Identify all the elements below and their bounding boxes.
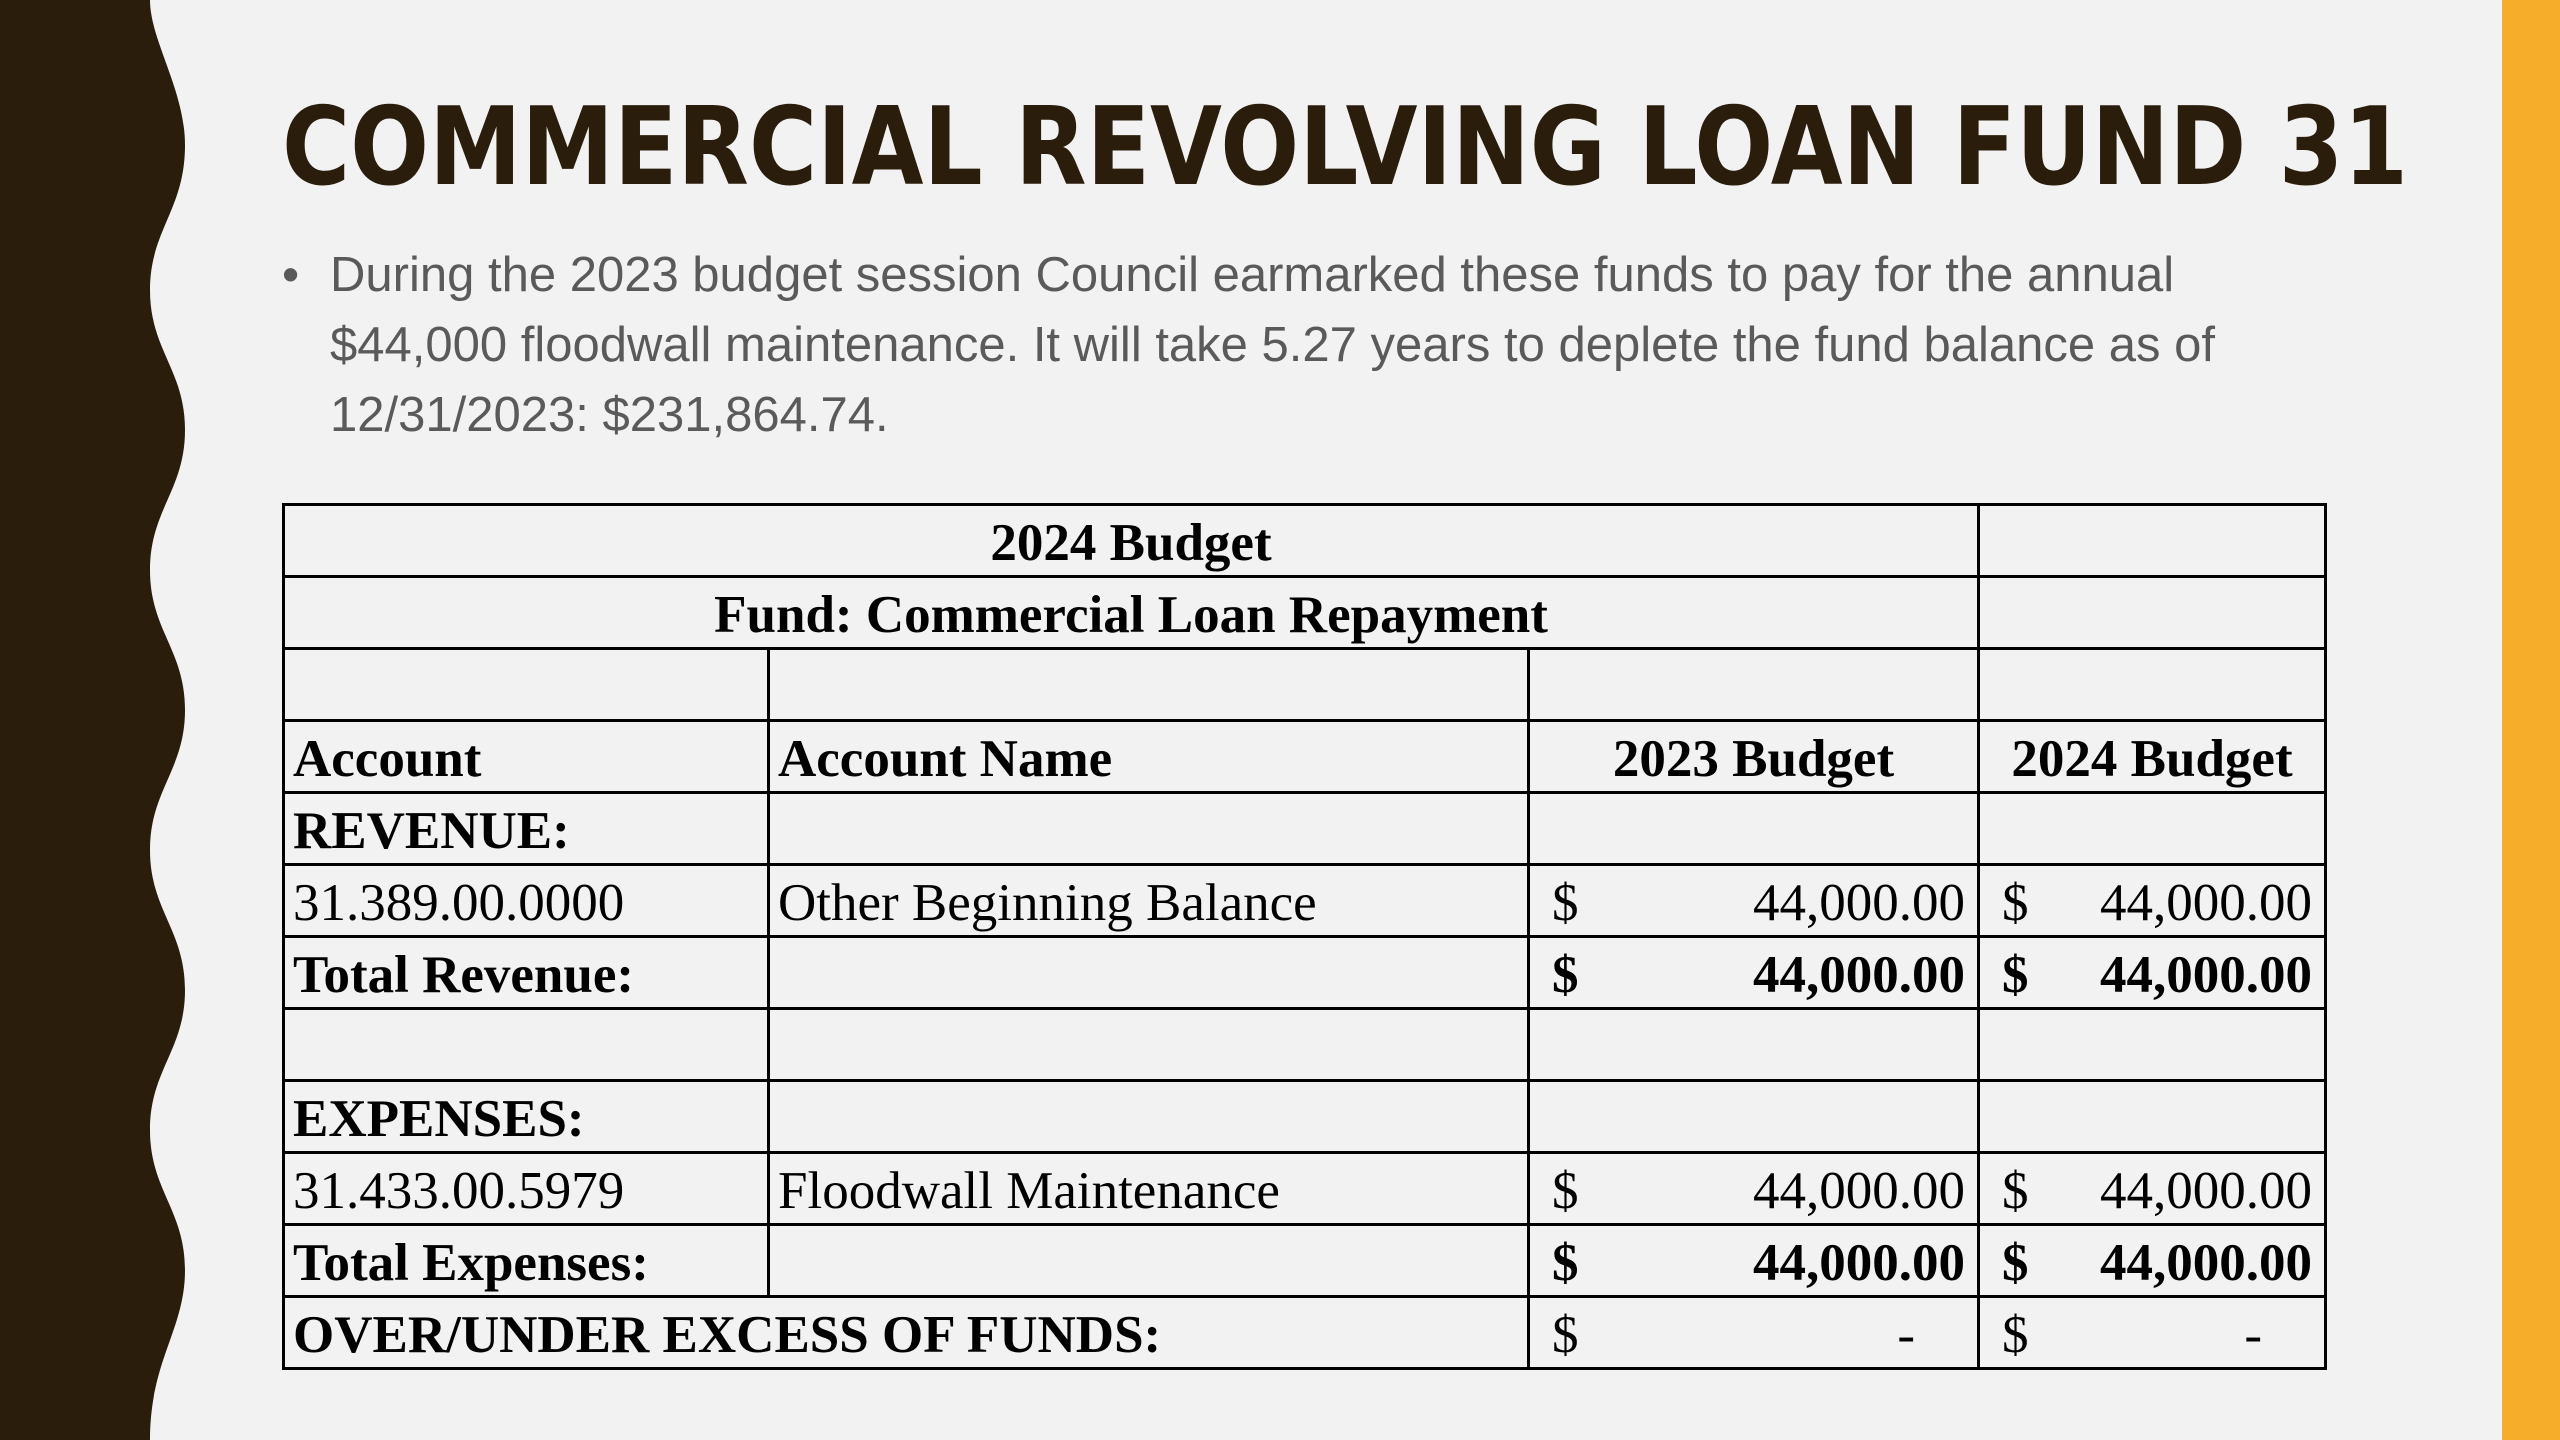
table-cell	[1979, 505, 2326, 577]
total-expenses-label: Total Expenses:	[284, 1225, 769, 1297]
header-2024-budget: 2024 Budget	[1979, 721, 2326, 793]
table-row	[284, 505, 2326, 577]
table-cell	[1529, 1009, 1979, 1081]
wavy-left-band	[0, 0, 200, 1440]
amount-2024	[1979, 1297, 2326, 1369]
account-number: 31.433.00.5979	[284, 1153, 769, 1225]
amount-value: 44,000.00	[1753, 1234, 1965, 1292]
table-header-row	[284, 721, 2326, 793]
table-cell	[769, 1009, 1529, 1081]
slide-title: COMMERCIAL REVOLVING LOAN FUND 31	[282, 85, 2408, 210]
table-cell	[1979, 577, 2326, 649]
table-cell	[1529, 649, 1979, 721]
table-cell	[769, 1225, 1529, 1297]
amount-value: 44,000.00	[2100, 946, 2312, 1004]
amount-value: 44,000.00	[1753, 1162, 1965, 1220]
account-name: Floodwall Maintenance	[769, 1153, 1529, 1225]
table-cell	[1979, 1081, 2326, 1153]
amount-value: -	[2244, 1306, 2262, 1364]
table-cell	[769, 937, 1529, 1009]
amount-2023	[1529, 1153, 1979, 1225]
budget-table	[282, 503, 2327, 1370]
currency-symbol: $	[2002, 874, 2029, 932]
table-row	[284, 1153, 2326, 1225]
table-row	[284, 1225, 2326, 1297]
table-cell	[1979, 649, 2326, 721]
total-revenue-label: Total Revenue:	[284, 937, 769, 1009]
currency-symbol: $	[1552, 1306, 1579, 1364]
amount-2024	[1979, 1225, 2326, 1297]
table-row	[284, 1297, 2326, 1369]
currency-symbol: $	[1552, 1234, 1579, 1292]
table-cell	[769, 1081, 1529, 1153]
amount-2023	[1529, 1297, 1979, 1369]
revenue-section-label: REVENUE:	[284, 793, 769, 865]
table-cell	[1529, 793, 1979, 865]
table-row	[284, 937, 2326, 1009]
bullet-text: During the 2023 budget session Council earmarked these funds to pay for the annual $44,000 floodwall maintenance. It will take 5.27 years to deplete the fund balance as of 12/31/2023: $231,864.74.	[330, 248, 2216, 442]
account-name: Other Beginning Balance	[769, 865, 1529, 937]
amount-2023	[1529, 1225, 1979, 1297]
amount-value: 44,000.00	[2100, 1162, 2312, 1220]
table-cell	[284, 1009, 769, 1081]
over-under-label: OVER/UNDER EXCESS OF FUNDS:	[284, 1297, 1529, 1369]
currency-symbol: $	[2002, 1162, 2029, 1220]
amount-2024	[1979, 937, 2326, 1009]
currency-symbol: $	[1552, 874, 1579, 932]
amount-2024	[1979, 865, 2326, 937]
bullet-point	[282, 240, 2362, 450]
table-row	[284, 1009, 2326, 1081]
table-cell	[1529, 1081, 1979, 1153]
amount-2024	[1979, 1153, 2326, 1225]
table-cell	[1979, 793, 2326, 865]
amount-value: -	[1897, 1306, 1915, 1364]
bullet-icon: •	[282, 248, 300, 302]
amount-2023	[1529, 937, 1979, 1009]
table-subtitle: Fund: Commercial Loan Repayment	[284, 577, 1979, 649]
table-row	[284, 649, 2326, 721]
expenses-section-label: EXPENSES:	[284, 1081, 769, 1153]
table-cell	[769, 793, 1529, 865]
currency-symbol: $	[2002, 1306, 2029, 1364]
header-account: Account	[284, 721, 769, 793]
amount-value: 44,000.00	[1753, 874, 1965, 932]
amount-value: 44,000.00	[2100, 874, 2312, 932]
table-row	[284, 1081, 2326, 1153]
account-number: 31.389.00.0000	[284, 865, 769, 937]
amount-value: 44,000.00	[2100, 1234, 2312, 1292]
table-cell	[769, 649, 1529, 721]
table-row	[284, 793, 2326, 865]
table-title: 2024 Budget	[284, 505, 1979, 577]
table-cell	[284, 649, 769, 721]
currency-symbol: $	[1552, 1162, 1579, 1220]
currency-symbol: $	[2002, 1234, 2029, 1292]
table-row	[284, 577, 2326, 649]
table-cell	[1979, 1009, 2326, 1081]
table-row	[284, 865, 2326, 937]
header-2023-budget: 2023 Budget	[1529, 721, 1979, 793]
currency-symbol: $	[1552, 946, 1579, 1004]
currency-symbol: $	[2002, 946, 2029, 1004]
accent-right-band	[2502, 0, 2560, 1440]
header-account-name: Account Name	[769, 721, 1529, 793]
amount-value: 44,000.00	[1753, 946, 1965, 1004]
amount-2023	[1529, 865, 1979, 937]
